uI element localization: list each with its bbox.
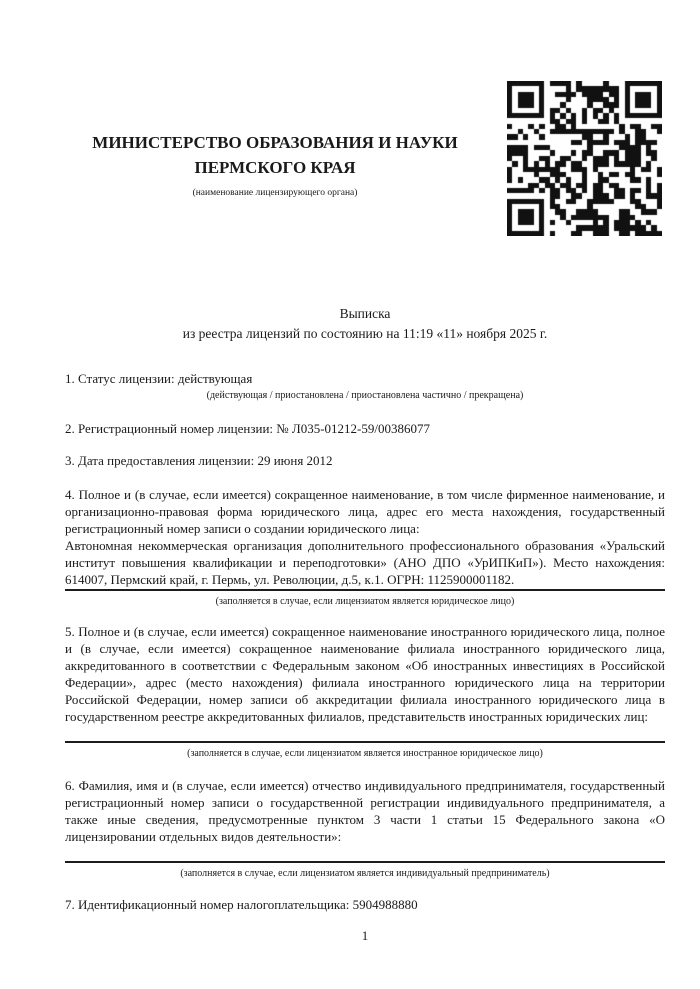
item-2-registration-number: 2. Регистрационный номер лицензии: № Л035-01212-59/00386077 xyxy=(65,421,431,436)
document-title xyxy=(65,304,665,344)
item-6-caption: (заполняется в случае, если лицензиатом является индивидуальный предприниматель) xyxy=(180,868,550,879)
authority-name-line2: ПЕРМСКОГО КРАЯ xyxy=(194,158,356,177)
item-7-taxpayer-number: 7. Идентификационный номер налогоплательщика: 5904988880 xyxy=(65,897,418,912)
authority-caption: (наименование лицензирующего органа) xyxy=(192,188,358,198)
item-4-legal-entity xyxy=(65,486,665,588)
title-line1: Выписка xyxy=(339,306,391,321)
authority-name-line1: МИНИСТЕРСТВО ОБРАЗОВАНИЯ И НАУКИ xyxy=(92,133,458,152)
title-line2: из реестра лицензий по состоянию на 11:19 «11» ноября 2025 г. xyxy=(182,326,548,341)
item-5-foreign-entity: 5. Полное и (в случае, если имеется) сокращенное наименование иностранного юридического лица, полное и (в случае, если имеется) сокращенное наименование филиала иностранного юридического лица, аккредитованного в соответствии с Федеральным законом «Об иностранных инвестициях в Российской Федерации», адрес (место нахождения) филиала иностранного юридического лица на территории Российской Федерации, номер записи об аккредитации филиала иностранного юридического лица в государственном реестре аккредитованных филиалов, представительств иностранных юридических лиц: xyxy=(65,624,665,724)
page-number: 1 xyxy=(361,928,369,943)
item-5-fill-line xyxy=(65,741,665,743)
item-4-label: 4. Полное и (в случае, если имеется) сокращенное наименование, в том числе фирменное наименование, и организационно-правовая форма юридического лица, адрес его места нахождения, государственный регистрационный номер записи о создании юридического лица: xyxy=(65,487,665,536)
item-4-value: Автономная некоммерческая организация дополнительного профессионального образования «Уральский институт повышения квалификации и переподготовки» (АНО ДПО «УрИПКиП»). Место нахождения: 614007, Пермский край, г. Пермь, ул. Революции, д.5, к.1. ОГРН: 1125900001182. xyxy=(65,538,665,587)
licensing-authority-header xyxy=(65,130,485,199)
item-6-individual-entrepreneur: 6. Фамилия, имя и (в случае, если имеется) отчество индивидуального предпринимателя, государственный регистрационный номер записи о государственной регистрации индивидуального предпринимателя, а также иные сведения, предусмотренные пунктом 3 части 1 статьи 15 Федерального закона «О лицензировании отдельных видов деятельности»: xyxy=(65,778,665,844)
qr-code xyxy=(507,81,662,236)
item-6-fill-line xyxy=(65,861,665,863)
item-4-fill-line xyxy=(65,589,665,591)
item-1-caption: (действующая / приостановлена / приостановлена частично / прекращена) xyxy=(206,390,524,401)
item-4-caption: (заполняется в случае, если лицензиатом является юридическое лицо) xyxy=(215,596,515,607)
item-1-license-status: 1. Статус лицензии: действующая xyxy=(65,371,253,386)
item-5-caption: (заполняется в случае, если лицензиатом является иностранное юридическое лицо) xyxy=(187,748,543,759)
item-3-license-date: 3. Дата предоставления лицензии: 29 июня 2012 xyxy=(65,453,333,468)
